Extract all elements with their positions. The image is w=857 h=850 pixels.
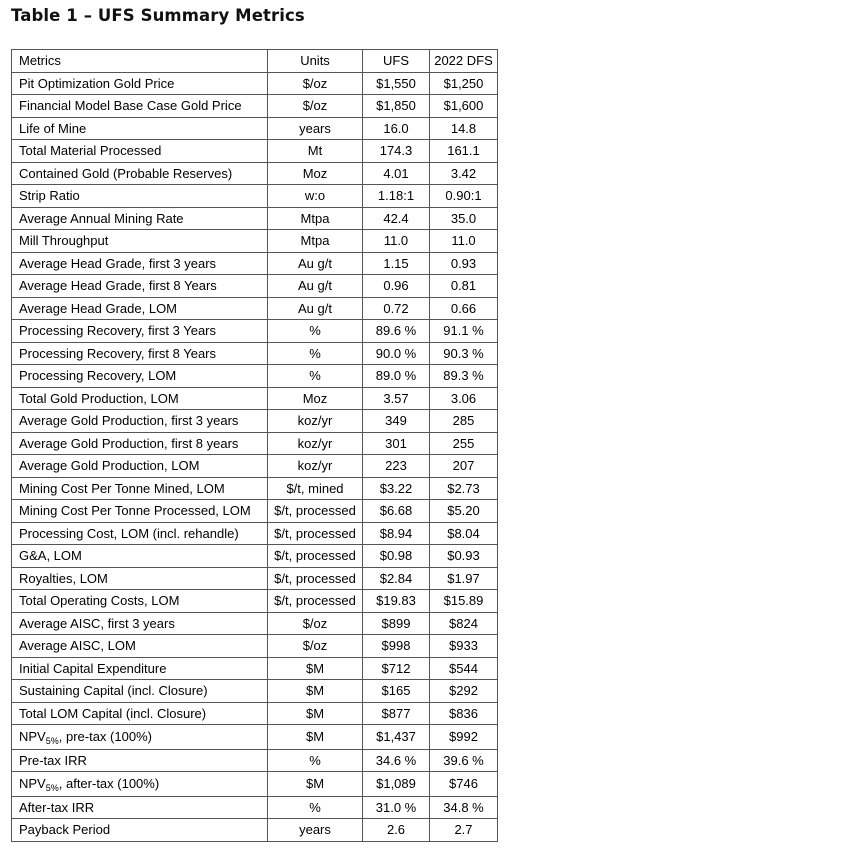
- dfs-value-cell: 0.93: [430, 252, 498, 275]
- unit-cell: $/t, processed: [268, 500, 363, 523]
- unit-cell: Mt: [268, 140, 363, 163]
- unit-cell: Moz: [268, 387, 363, 410]
- metric-cell: Contained Gold (Probable Reserves): [12, 162, 268, 185]
- ufs-value-cell: $1,089: [363, 772, 430, 797]
- table-row: [12, 162, 498, 185]
- metric-cell: Payback Period: [12, 819, 268, 842]
- unit-cell: $M: [268, 680, 363, 703]
- ufs-value-cell: $2.84: [363, 567, 430, 590]
- dfs-value-cell: $836: [430, 702, 498, 725]
- ufs-value-cell: 223: [363, 455, 430, 478]
- unit-cell: Moz: [268, 162, 363, 185]
- unit-cell: %: [268, 342, 363, 365]
- header-ufs: UFS: [363, 50, 430, 73]
- dfs-value-cell: 2.7: [430, 819, 498, 842]
- metric-cell: Mining Cost Per Tonne Processed, LOM: [12, 500, 268, 523]
- metric-cell: [12, 725, 268, 750]
- unit-cell: %: [268, 749, 363, 772]
- ufs-value-cell: 0.72: [363, 297, 430, 320]
- metric-label-suffix: , after-tax (100%): [58, 776, 160, 792]
- metric-cell: After-tax IRR: [12, 796, 268, 819]
- dfs-value-cell: $992: [430, 725, 498, 750]
- summary-metrics-table: [11, 49, 498, 842]
- dfs-value-cell: 3.42: [430, 162, 498, 185]
- ufs-value-cell: $1,550: [363, 72, 430, 95]
- header-metrics: Metrics: [12, 50, 268, 73]
- metric-subscript: 5%: [45, 736, 59, 747]
- metric-cell: Initial Capital Expenditure: [12, 657, 268, 680]
- dfs-value-cell: $1,600: [430, 95, 498, 118]
- metric-cell: Mill Throughput: [12, 230, 268, 253]
- table-row: [12, 819, 498, 842]
- metric-cell: Average Head Grade, first 8 Years: [12, 275, 268, 298]
- metric-cell: G&A, LOM: [12, 545, 268, 568]
- unit-cell: $/t, mined: [268, 477, 363, 500]
- metric-cell: Average Head Grade, first 3 years: [12, 252, 268, 275]
- table-header-row: [12, 50, 498, 73]
- table-row: [12, 567, 498, 590]
- ufs-value-cell: $1,437: [363, 725, 430, 750]
- dfs-value-cell: $8.04: [430, 522, 498, 545]
- dfs-value-cell: 14.8: [430, 117, 498, 140]
- unit-cell: $/t, processed: [268, 522, 363, 545]
- dfs-value-cell: 90.3 %: [430, 342, 498, 365]
- dfs-value-cell: 35.0: [430, 207, 498, 230]
- dfs-value-cell: $1,250: [430, 72, 498, 95]
- unit-cell: $/oz: [268, 72, 363, 95]
- table-row: [12, 95, 498, 118]
- ufs-value-cell: 349: [363, 410, 430, 433]
- ufs-value-cell: $1,850: [363, 95, 430, 118]
- table-row: [12, 590, 498, 613]
- metric-cell: Total Operating Costs, LOM: [12, 590, 268, 613]
- header-units: Units: [268, 50, 363, 73]
- metric-cell: Average Head Grade, LOM: [12, 297, 268, 320]
- table-row: [12, 185, 498, 208]
- table-row: [12, 545, 498, 568]
- metric-cell: Total LOM Capital (incl. Closure): [12, 702, 268, 725]
- table-row: [12, 500, 498, 523]
- dfs-value-cell: $1.97: [430, 567, 498, 590]
- dfs-value-cell: 34.8 %: [430, 796, 498, 819]
- ufs-value-cell: 90.0 %: [363, 342, 430, 365]
- metric-cell: Average Gold Production, first 3 years: [12, 410, 268, 433]
- metric-cell: Average AISC, LOM: [12, 635, 268, 658]
- ufs-value-cell: 4.01: [363, 162, 430, 185]
- metric-label: NPV: [19, 776, 46, 792]
- ufs-value-cell: $6.68: [363, 500, 430, 523]
- metric-cell: Sustaining Capital (incl. Closure): [12, 680, 268, 703]
- metric-subscript: 5%: [45, 783, 59, 794]
- dfs-value-cell: $292: [430, 680, 498, 703]
- unit-cell: $/t, processed: [268, 567, 363, 590]
- table-row: [12, 749, 498, 772]
- dfs-value-cell: $15.89: [430, 590, 498, 613]
- unit-cell: Au g/t: [268, 252, 363, 275]
- metric-cell: Processing Recovery, first 3 Years: [12, 320, 268, 343]
- metric-cell: Average Gold Production, first 8 years: [12, 432, 268, 455]
- dfs-value-cell: 89.3 %: [430, 365, 498, 388]
- table-title: Table 1 – UFS Summary Metrics: [11, 6, 305, 25]
- metric-label-suffix: , pre-tax (100%): [58, 729, 152, 745]
- metric-cell: Processing Recovery, first 8 Years: [12, 342, 268, 365]
- unit-cell: w:o: [268, 185, 363, 208]
- unit-cell: years: [268, 117, 363, 140]
- table-row: [12, 657, 498, 680]
- metric-cell: Average Annual Mining Rate: [12, 207, 268, 230]
- unit-cell: %: [268, 365, 363, 388]
- dfs-value-cell: 11.0: [430, 230, 498, 253]
- unit-cell: Au g/t: [268, 275, 363, 298]
- table-row: [12, 477, 498, 500]
- metric-cell: [12, 772, 268, 797]
- table-row: [12, 432, 498, 455]
- ufs-value-cell: 11.0: [363, 230, 430, 253]
- ufs-value-cell: $165: [363, 680, 430, 703]
- table-row: [12, 320, 498, 343]
- ufs-value-cell: 3.57: [363, 387, 430, 410]
- ufs-value-cell: $19.83: [363, 590, 430, 613]
- ufs-value-cell: $998: [363, 635, 430, 658]
- unit-cell: koz/yr: [268, 432, 363, 455]
- metric-cell: Life of Mine: [12, 117, 268, 140]
- header-2022-dfs: 2022 DFS: [430, 50, 498, 73]
- unit-cell: $M: [268, 772, 363, 797]
- unit-cell: %: [268, 796, 363, 819]
- unit-cell: $/t, processed: [268, 590, 363, 613]
- table-row: [12, 72, 498, 95]
- dfs-value-cell: $824: [430, 612, 498, 635]
- unit-cell: $/oz: [268, 95, 363, 118]
- table-row: [12, 680, 498, 703]
- metric-cell: Processing Cost, LOM (incl. rehandle): [12, 522, 268, 545]
- metric-cell: Average AISC, first 3 years: [12, 612, 268, 635]
- ufs-value-cell: $0.98: [363, 545, 430, 568]
- ufs-value-cell: 2.6: [363, 819, 430, 842]
- metric-label: NPV: [19, 729, 46, 745]
- table-row: [12, 725, 498, 750]
- unit-cell: $M: [268, 702, 363, 725]
- table-row: [12, 635, 498, 658]
- table-row: [12, 230, 498, 253]
- dfs-value-cell: 207: [430, 455, 498, 478]
- metric-cell: Total Material Processed: [12, 140, 268, 163]
- unit-cell: $/t, processed: [268, 545, 363, 568]
- unit-cell: Mtpa: [268, 207, 363, 230]
- table-row: [12, 612, 498, 635]
- unit-cell: $/oz: [268, 635, 363, 658]
- table-row: [12, 252, 498, 275]
- ufs-value-cell: 89.6 %: [363, 320, 430, 343]
- dfs-value-cell: 285: [430, 410, 498, 433]
- dfs-value-cell: 0.81: [430, 275, 498, 298]
- dfs-value-cell: 0.90:1: [430, 185, 498, 208]
- table-row: [12, 207, 498, 230]
- metric-cell: Pre-tax IRR: [12, 749, 268, 772]
- table-row: [12, 140, 498, 163]
- table-row: [12, 297, 498, 320]
- metric-cell: Average Gold Production, LOM: [12, 455, 268, 478]
- ufs-value-cell: $877: [363, 702, 430, 725]
- unit-cell: koz/yr: [268, 455, 363, 478]
- ufs-value-cell: 301: [363, 432, 430, 455]
- dfs-value-cell: 3.06: [430, 387, 498, 410]
- ufs-value-cell: 174.3: [363, 140, 430, 163]
- metric-cell: Royalties, LOM: [12, 567, 268, 590]
- unit-cell: $/oz: [268, 612, 363, 635]
- unit-cell: koz/yr: [268, 410, 363, 433]
- dfs-value-cell: 161.1: [430, 140, 498, 163]
- dfs-value-cell: 0.66: [430, 297, 498, 320]
- dfs-value-cell: 91.1 %: [430, 320, 498, 343]
- ufs-value-cell: $3.22: [363, 477, 430, 500]
- table-row: [12, 702, 498, 725]
- metric-cell: Mining Cost Per Tonne Mined, LOM: [12, 477, 268, 500]
- ufs-value-cell: $8.94: [363, 522, 430, 545]
- ufs-value-cell: 16.0: [363, 117, 430, 140]
- metric-cell: Financial Model Base Case Gold Price: [12, 95, 268, 118]
- metric-cell: Pit Optimization Gold Price: [12, 72, 268, 95]
- table-row: [12, 410, 498, 433]
- unit-cell: years: [268, 819, 363, 842]
- ufs-value-cell: $712: [363, 657, 430, 680]
- dfs-value-cell: $0.93: [430, 545, 498, 568]
- dfs-value-cell: $5.20: [430, 500, 498, 523]
- dfs-value-cell: 255: [430, 432, 498, 455]
- metric-cell: Total Gold Production, LOM: [12, 387, 268, 410]
- ufs-value-cell: 34.6 %: [363, 749, 430, 772]
- unit-cell: Au g/t: [268, 297, 363, 320]
- dfs-value-cell: $2.73: [430, 477, 498, 500]
- dfs-value-cell: $933: [430, 635, 498, 658]
- ufs-value-cell: $899: [363, 612, 430, 635]
- unit-cell: $M: [268, 657, 363, 680]
- table-row: [12, 387, 498, 410]
- ufs-value-cell: 42.4: [363, 207, 430, 230]
- table-row: [12, 455, 498, 478]
- metric-cell: Strip Ratio: [12, 185, 268, 208]
- table-row: [12, 117, 498, 140]
- ufs-value-cell: 89.0 %: [363, 365, 430, 388]
- table-row: [12, 796, 498, 819]
- ufs-value-cell: 31.0 %: [363, 796, 430, 819]
- table-row: [12, 342, 498, 365]
- ufs-value-cell: 0.96: [363, 275, 430, 298]
- metric-cell: Processing Recovery, LOM: [12, 365, 268, 388]
- dfs-value-cell: 39.6 %: [430, 749, 498, 772]
- dfs-value-cell: $746: [430, 772, 498, 797]
- unit-cell: Mtpa: [268, 230, 363, 253]
- unit-cell: $M: [268, 725, 363, 750]
- unit-cell: %: [268, 320, 363, 343]
- table-row: [12, 522, 498, 545]
- table-row: [12, 772, 498, 797]
- dfs-value-cell: $544: [430, 657, 498, 680]
- ufs-value-cell: 1.15: [363, 252, 430, 275]
- table-row: [12, 365, 498, 388]
- table-row: [12, 275, 498, 298]
- ufs-value-cell: 1.18:1: [363, 185, 430, 208]
